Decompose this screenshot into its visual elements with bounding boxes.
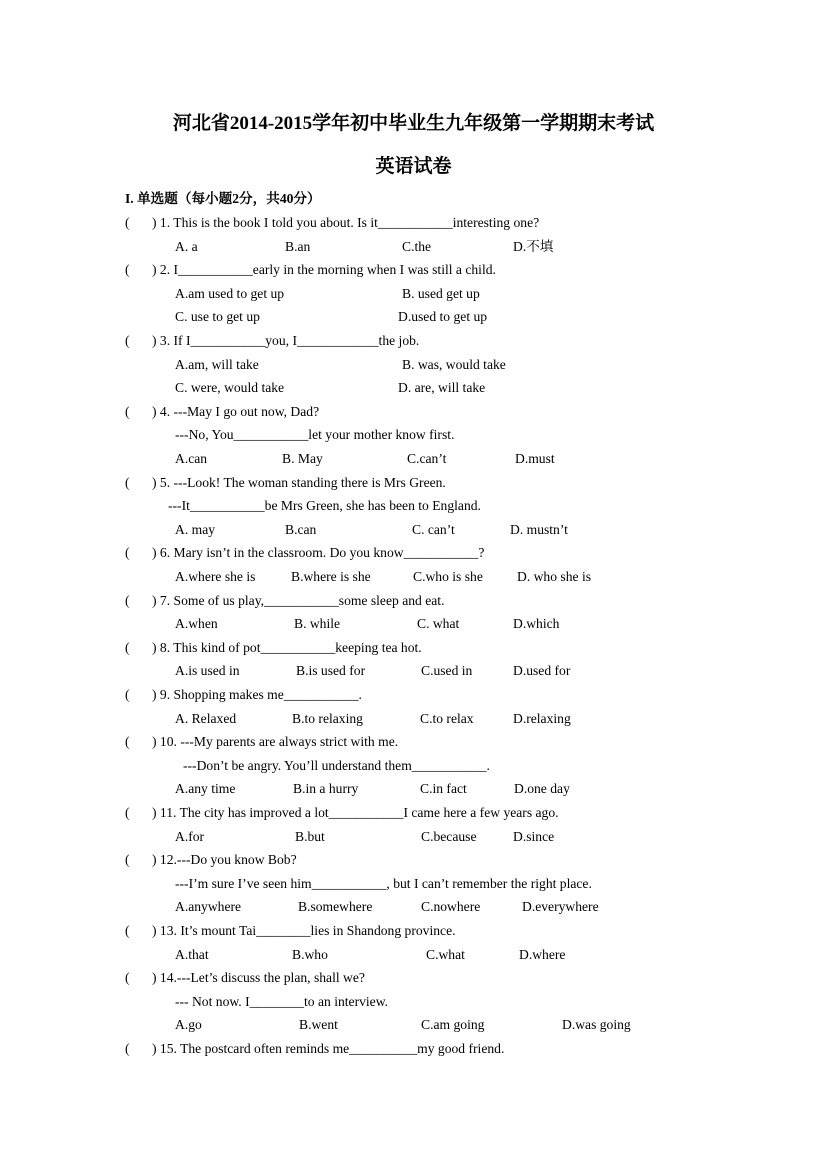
- answer-option: A. may: [175, 521, 216, 537]
- answer-option: C.to relax: [420, 710, 474, 726]
- answer-option: A.where she is: [175, 569, 256, 584]
- answer-option: C. can’t: [412, 521, 455, 537]
- answer-option: C. what: [417, 616, 460, 632]
- question-subline: --- Not now. I________to an interview.: [175, 993, 389, 1009]
- question-text: ) 13. It’s mount Tai________lies in Shandong province.: [152, 923, 456, 938]
- answer-option: D.which: [513, 616, 560, 632]
- answer-paren: (: [125, 1041, 130, 1056]
- answer-option: D.used to get up: [398, 309, 488, 325]
- answer-option: C. use to get up: [175, 309, 260, 325]
- answer-option: B.where is she: [291, 569, 371, 584]
- answer-option: D. are, will take: [398, 380, 486, 396]
- answer-option: A.is used in: [175, 663, 240, 679]
- answer-paren: (: [125, 262, 130, 278]
- answer-option: B.went: [299, 1017, 338, 1033]
- answer-option: B.an: [285, 238, 311, 254]
- question-subline: ---It___________be Mrs Green, she has been to England.: [168, 498, 481, 514]
- section-heading: I. 单选题（每小题2分，共40分）: [125, 191, 321, 206]
- question-text: ) 3. If I___________you, I____________the job.: [152, 333, 420, 348]
- question-subline: ---I’m sure I’ve seen him___________, but I can’t remember the right place.: [175, 875, 592, 891]
- answer-option: C.am going: [421, 1017, 485, 1033]
- answer-option: C.the: [402, 238, 432, 254]
- question-text: ) 7. Some of us play,___________some sleep and eat.: [152, 592, 445, 608]
- answer-option: D. mustn’t: [510, 521, 568, 537]
- question-text: ) 8. This kind of pot___________keeping tea hot.: [152, 639, 422, 655]
- answer-option: A.anywhere: [175, 899, 242, 915]
- answer-option: A. a: [175, 238, 198, 254]
- answer-option: D.used for: [513, 663, 571, 679]
- answer-option: C.used in: [421, 663, 473, 679]
- answer-option: B.can: [285, 521, 317, 537]
- answer-paren: (: [125, 852, 130, 868]
- answer-option: C. were, would take: [175, 380, 285, 396]
- answer-option: B.but: [295, 828, 325, 844]
- answer-option: A.am used to get up: [175, 285, 285, 301]
- answer-option: B. while: [294, 616, 341, 632]
- answer-paren: (: [125, 923, 130, 938]
- answer-option: D.relaxing: [513, 710, 571, 726]
- page-title: 河北省2014-2015学年初中毕业生九年级第一学期期末考试: [172, 113, 655, 134]
- answer-option: A. Relaxed: [175, 710, 237, 726]
- question-text: ) 6. Mary isn’t in the classroom. Do you know___________?: [152, 545, 485, 561]
- question-text: ) 11. The city has improved a lot___________I came here a few years ago.: [152, 805, 559, 820]
- answer-option: D.was going: [562, 1017, 631, 1033]
- answer-option: C.can’t: [407, 451, 447, 466]
- answer-option: D.where: [519, 946, 566, 962]
- answer-option: B. used get up: [402, 285, 480, 301]
- answer-option: B.is used for: [296, 663, 366, 679]
- answer-option: C.who is she: [413, 569, 483, 584]
- question-text: ) 5. ---Look! The woman standing there is Mrs Green.: [152, 474, 446, 490]
- question-text: ) 14.---Let’s discuss the plan, shall we?: [152, 970, 365, 986]
- answer-paren: (: [125, 687, 130, 702]
- question-text: ) 2. I___________early in the morning when I was still a child.: [152, 262, 496, 278]
- answer-option: B. May: [282, 451, 323, 466]
- answer-paren: (: [125, 734, 130, 750]
- answer-option: A.any time: [175, 781, 236, 797]
- answer-paren: (: [125, 333, 130, 348]
- answer-paren: (: [125, 639, 130, 655]
- answer-option: A.for: [175, 828, 205, 844]
- answer-option: D. who she is: [517, 569, 592, 584]
- answer-option: A.go: [175, 1017, 202, 1033]
- answer-option: C.nowhere: [421, 899, 481, 915]
- question-subline: ---Don’t be angry. You’ll understand them___________.: [183, 757, 490, 773]
- answer-paren: (: [125, 474, 130, 490]
- question-text: ) 4. ---May I go out now, Dad?: [152, 403, 320, 419]
- answer-paren: (: [125, 592, 130, 608]
- answer-option: B.to relaxing: [292, 710, 363, 726]
- answer-option: D.everywhere: [522, 899, 599, 915]
- question-text: ) 1. This is the book I told you about. Is it___________interesting one?: [152, 215, 540, 230]
- question-text: ) 9. Shopping makes me___________.: [152, 687, 362, 702]
- answer-option: D.one day: [514, 781, 570, 797]
- question-text: ) 12.---Do you know Bob?: [152, 852, 297, 868]
- answer-option: D.must: [515, 451, 555, 466]
- answer-paren: (: [125, 805, 130, 820]
- answer-option: C.what: [426, 946, 465, 962]
- answer-paren: (: [125, 970, 130, 986]
- answer-option: A.can: [175, 451, 208, 466]
- question-text: ) 10. ---My parents are always strict with me.: [152, 734, 399, 750]
- answer-option: D.since: [513, 828, 555, 844]
- page-subtitle: 英语试卷: [375, 156, 452, 177]
- answer-option: A.when: [175, 616, 218, 632]
- answer-option: B. was, would take: [402, 356, 506, 372]
- answer-option: B.who: [292, 946, 328, 962]
- answer-option: A.am, will take: [175, 356, 259, 372]
- answer-paren: (: [125, 215, 130, 230]
- answer-option: C.because: [421, 828, 477, 844]
- answer-option: B.in a hurry: [293, 781, 359, 797]
- answer-option: D.不填: [513, 238, 554, 254]
- answer-option: B.somewhere: [298, 899, 373, 915]
- answer-paren: (: [125, 545, 130, 561]
- answer-paren: (: [125, 403, 130, 419]
- answer-option: A.that: [175, 946, 209, 962]
- question-text: ) 15. The postcard often reminds me__________my good friend.: [152, 1041, 505, 1056]
- answer-option: C.in fact: [420, 781, 467, 797]
- question-subline: ---No, You___________let your mother know first.: [175, 427, 455, 443]
